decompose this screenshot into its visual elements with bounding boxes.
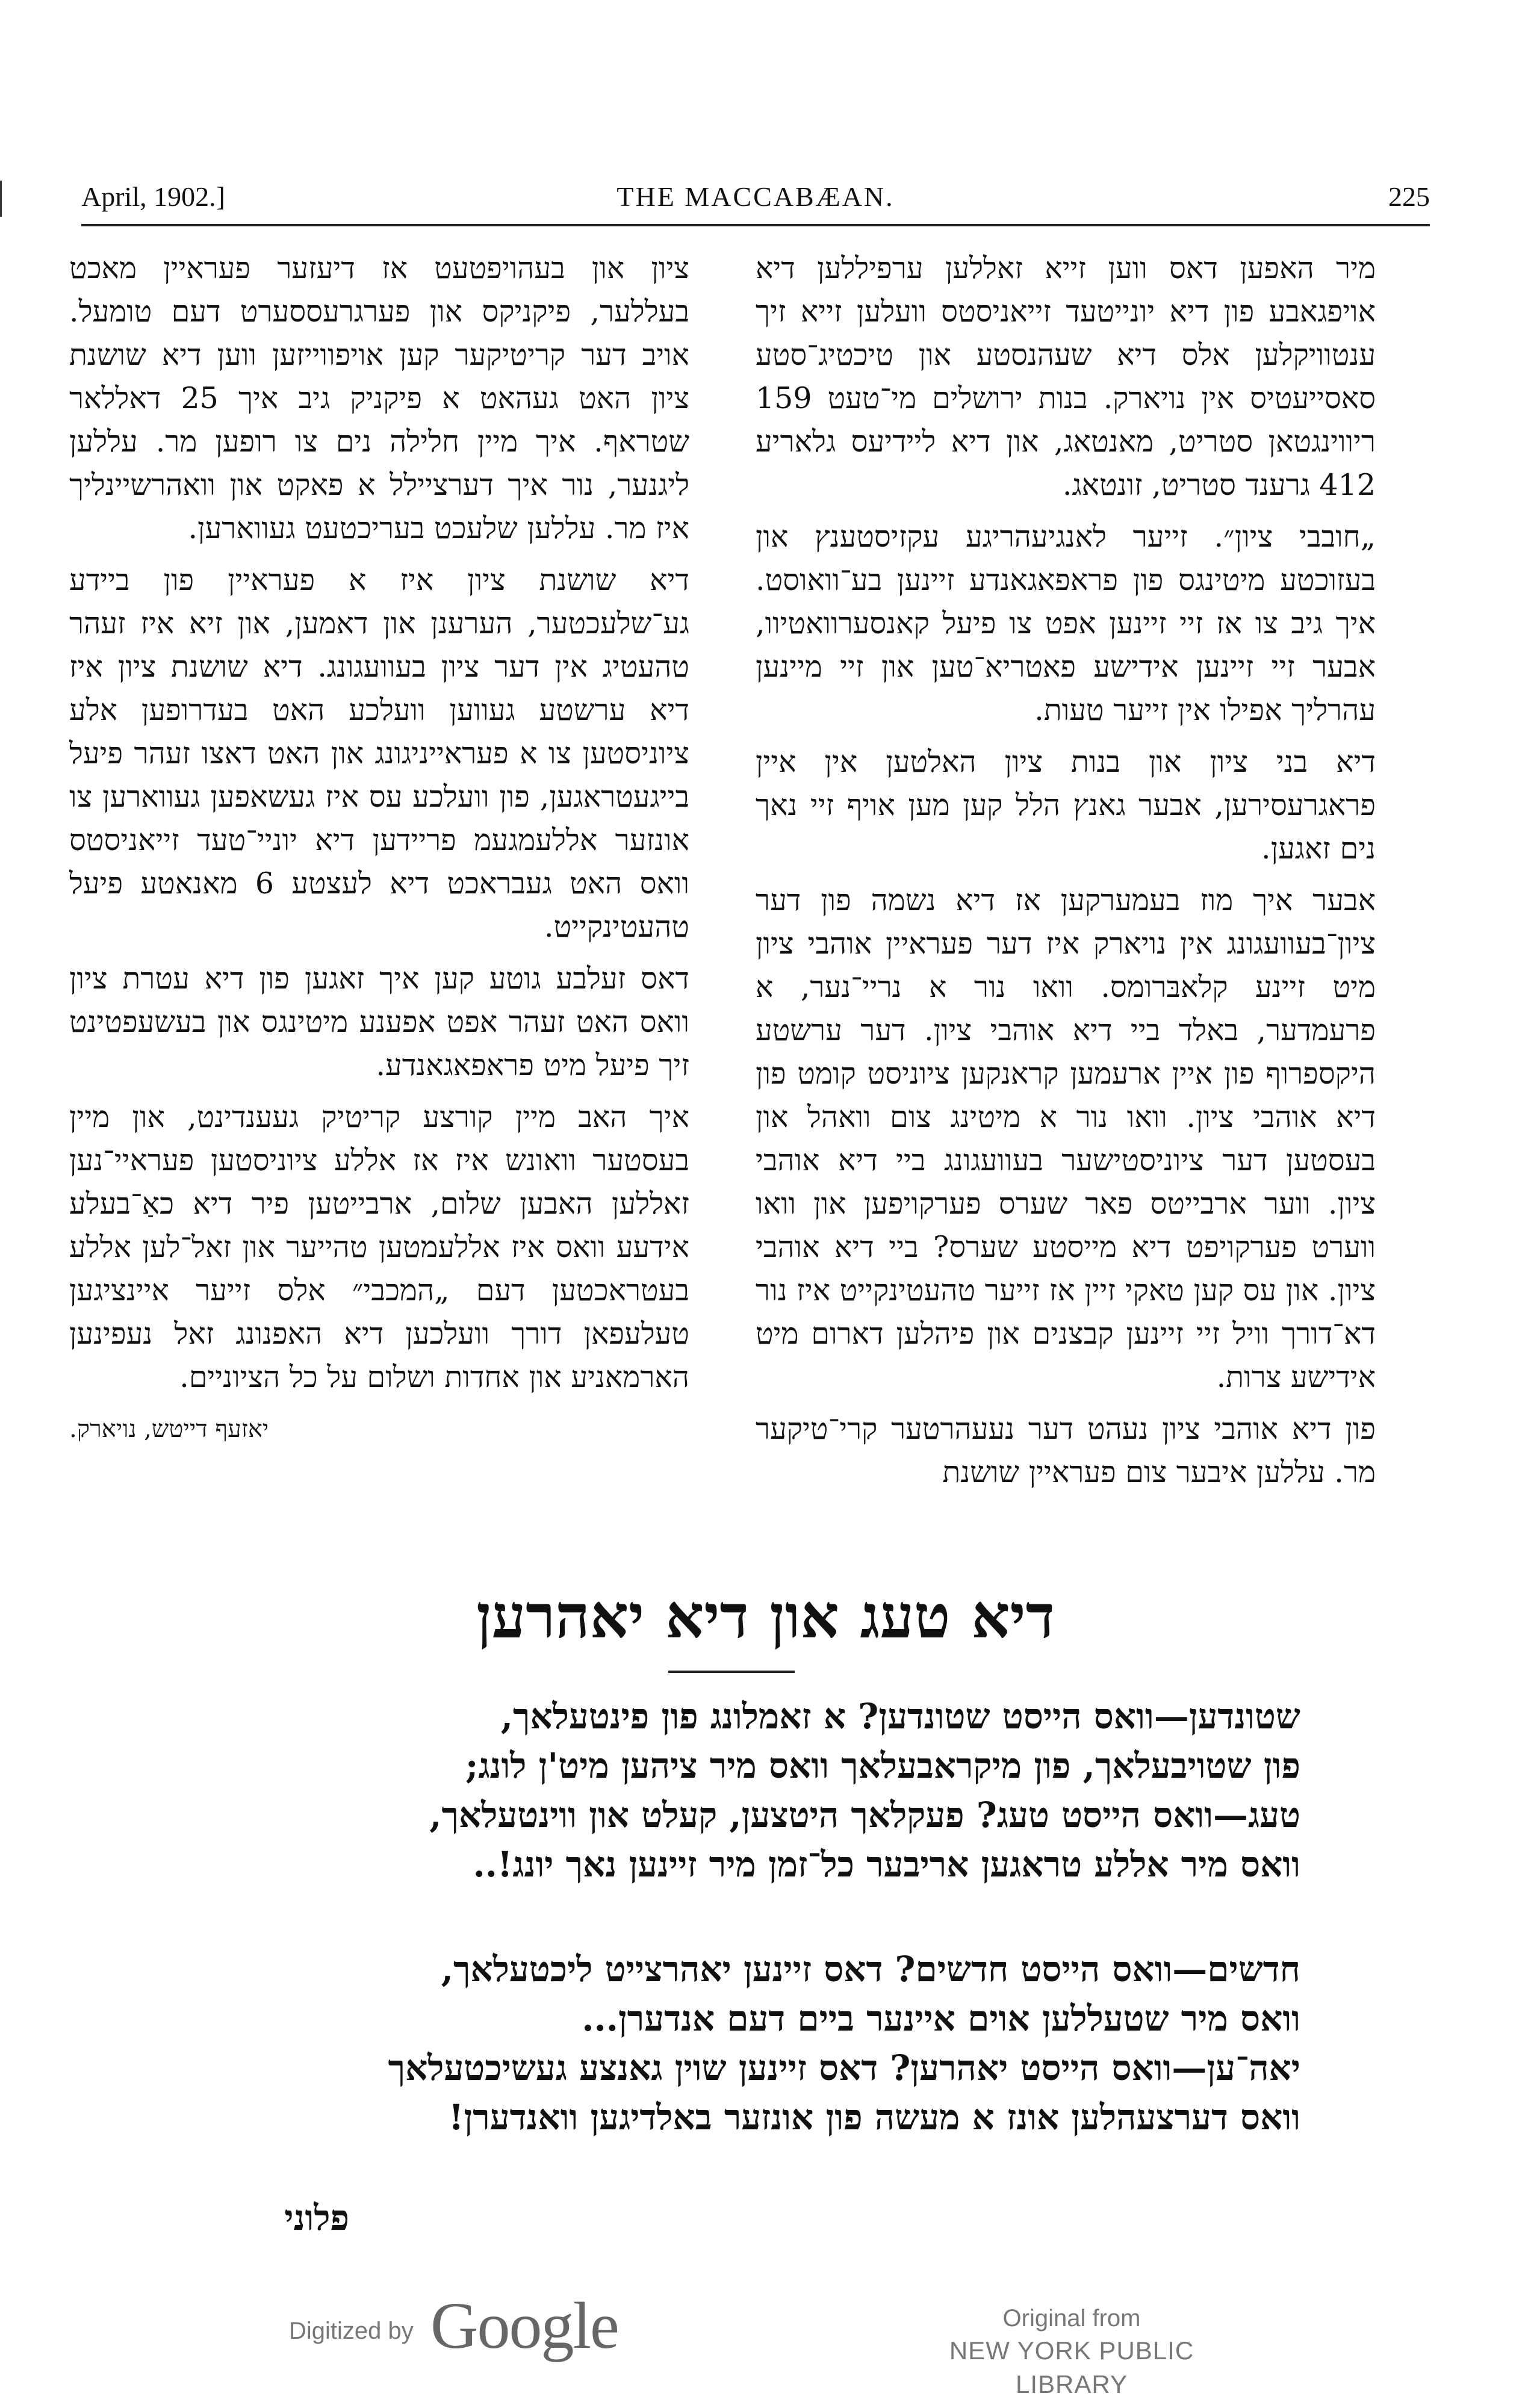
poem-title-rule [668, 1671, 795, 1673]
paragraph: דיא שושנת ציון איז א פעראיין פון ביידע גע־שלעכטער, הערענן און דאמען, און זיא איז זעהר טהעטיג אין דער ציון בעוועגונג. דיא שושנת ציון איז דיא ערשטע געווען וועלכע האט בעדרופען אלע ציוניסטען צו א פעראייניגונג און האט דאצו זעהר פיעל בייגעטראגען, פון וועלכע עס איז געשאפען געווארען צו אונזער אללעמגעמ פריידען דיא יוניי־טעד זייאניסטס וואס האט געבראכט דיא לעצטע 6 מאנאטע פיעל טהעטינקייט. [69, 563, 689, 944]
poem-line: וואס מיר אללע טראגען אריבער כל־זמן מיר זיינען נאך יונג!.. [473, 1844, 1300, 1885]
paragraph: איך האב מיין קורצע קריטיק געענדינט, און מיין בעסטער וואונש איז אז אללע ציוניסטען פעראיי־נען זאללען האבען שלום, ארבייטען פיר דיא כאַ־בעלע אידעע וואס איז אללעמטען טהייער און זאל־לען אללע בעטראכטען דעם „המכבי״ אלס זייער איינציגען טעלעפאן דורך וועלכען דיא האפנונג זאל נעפינען הארמאניע און אחדות ושלום על כל הציוניים. [69, 1100, 689, 1394]
poem-line: יאה־ען—וואס הייסט יאהרען? דאס זיינען שוין גאנצע געשיכטעלאך [388, 2047, 1300, 2088]
poem-stanza-2 [223, 1944, 1300, 2142]
original-from-label: Original from [1002, 2305, 1141, 2332]
poem-line: וואס דערצעהלען אונז א מעשה פון אונזער באלדיגען וואנדערן! [449, 2097, 1300, 2138]
poem-author: פלוני [284, 2197, 349, 2238]
paragraph: דיא בני ציון און בנות ציון האלטען אין איין פראגרעסירען, אבער גאנץ הלל קען מען אויף זיי נאך נים זאגען. [756, 745, 1376, 866]
poem-title: דיא טעג און דיא יאהרען [476, 1581, 1055, 1652]
source-attribution [891, 2303, 1252, 2401]
poem-line: וואס מיר שטעללען אוים איינער ביים דעם אנדערן... [582, 1998, 1300, 2039]
google-logo: Google [430, 2289, 618, 2362]
right-column [756, 247, 1376, 1503]
poem-line: פון שטויבעלאך, פון מיקראבעלאך וואס מיר ציהען מיט'ן לונג; [465, 1745, 1300, 1786]
library-name: NEW YORK PUBLIC LIBRARY [949, 2336, 1194, 2398]
journal-title: THE MACCABÆAN. [616, 181, 895, 212]
paragraph: פון דיא אוהבי ציון נעהט דער נעעהרטער קרי־טיקער מר. עללען איבער צום פעראיין שושנת [756, 1412, 1376, 1489]
poem-stanza-1 [223, 1692, 1300, 1889]
article-signature: יאזעף דייטש, נויארק. [69, 1415, 269, 1443]
paragraph: דאס זעלבע גוטע קען איך זאגען פון דיא עטרת ציון וואס האט זעהר אפט אפענע מיטינגס און בעשעפטינט זיך פיעל מיט פראפאגאנדע. [69, 961, 689, 1082]
page-number: 225 [1388, 181, 1430, 212]
left-column [69, 247, 689, 1451]
digitized-by-label: Digitized by [289, 2318, 414, 2344]
margin-mark [0, 181, 13, 217]
header-rule [81, 224, 1430, 226]
paragraph: ציון און בעהויפטעט אז דיעזער פעראיין מאכט בעללער, פיקניקס און פערגרעססערט דעם טומעל. אויב דער קריטיקער קען אויפווייזען ווען דיא שושנת ציון האט געהאט א פיקניק גיב איך 25 דאללאר שטראף. איך מיין חלילה נים צו רופען מר. עללען ליגנער, נור איך דערציילל א פאקט און וואהרשיינליך איז מר. עללען שלעכט בעריכטעט געווארען. [69, 251, 689, 545]
paragraph: מיר האפען דאס ווען זייא זאללען ערפיללען דיא אויפגאבע פון דיא יונייטעד זייאניסטס וועלען זייא זיך ענטוויקלען אלס דיא שעהנסטע און טיכטיג־סטע סאסייעטיס אין נויארק. בנות ירושלים מי־טעט 159 ריווינגטאן סטריט, מאנטאג, און דיא ליידיעס גלאריע 412 גרענד סטריט, זונטאג. [756, 251, 1376, 502]
paragraph: „חובבי ציון״. זייער לאנגיעהריגע עקזיסטענץ און בעזוכטע מיטינגס פון פראפאגאנדע זיינען בע־וואוסט. איך גיב צו אז זיי זיינען אפט צו פיעל קאנסערוואטיוו, אבער זיי זיינען אידישע פאטריא־טען און זיי מיינען עהרליך אפילו אין זייער טעות. [756, 520, 1376, 727]
poem-line: שטונדען—וואס הייסט שטונדען? א זאמלונג פון פינטעלאך, [500, 1696, 1300, 1737]
running-header [81, 181, 1430, 223]
header-date: April, 1902.] [81, 181, 225, 212]
poem-line: חדשים—וואס הייסט חדשים? דאס זיינען יאהרצייט ליכטעלאך, [441, 1949, 1300, 1990]
poem-line: טעג—וואס הייסט טעג? פעקלאך היטצען, קעלט און ווינטעלאך, [429, 1795, 1300, 1835]
paragraph: אבער איך מוז בעמערקען אז דיא נשמה פון דער ציון־בעוועגונג אין נויארק איז דער פעראיין אוהבי ציון מיט זיינע קלאבּרומס. וואו נור א נריי־נער, א פרעמדער, באלד ביי דיא אוהבי ציון. דער ערשטע היקספרוף פון איין ארעמען קראנקען ציוניסט קומט פון דיא אוהבי ציון. וואו נור א מיטינג צום וואהל און בעסטען דער ציוניסטישער בעוועגונג ביי דיא אוהבי ציון. ווער ארבייטס פאר שערס פערקויפען און וואו ווערט פערקויפט דיא מייסטע שערס? ביי דיא אוהבי ציון. און עס קען טאקי זיין אז זייער טהעטינקייט איז נור דא־דורך וויל זיי זיינען קבצנים און פיהלען דארום מיט אידישע צרות. [756, 883, 1376, 1394]
